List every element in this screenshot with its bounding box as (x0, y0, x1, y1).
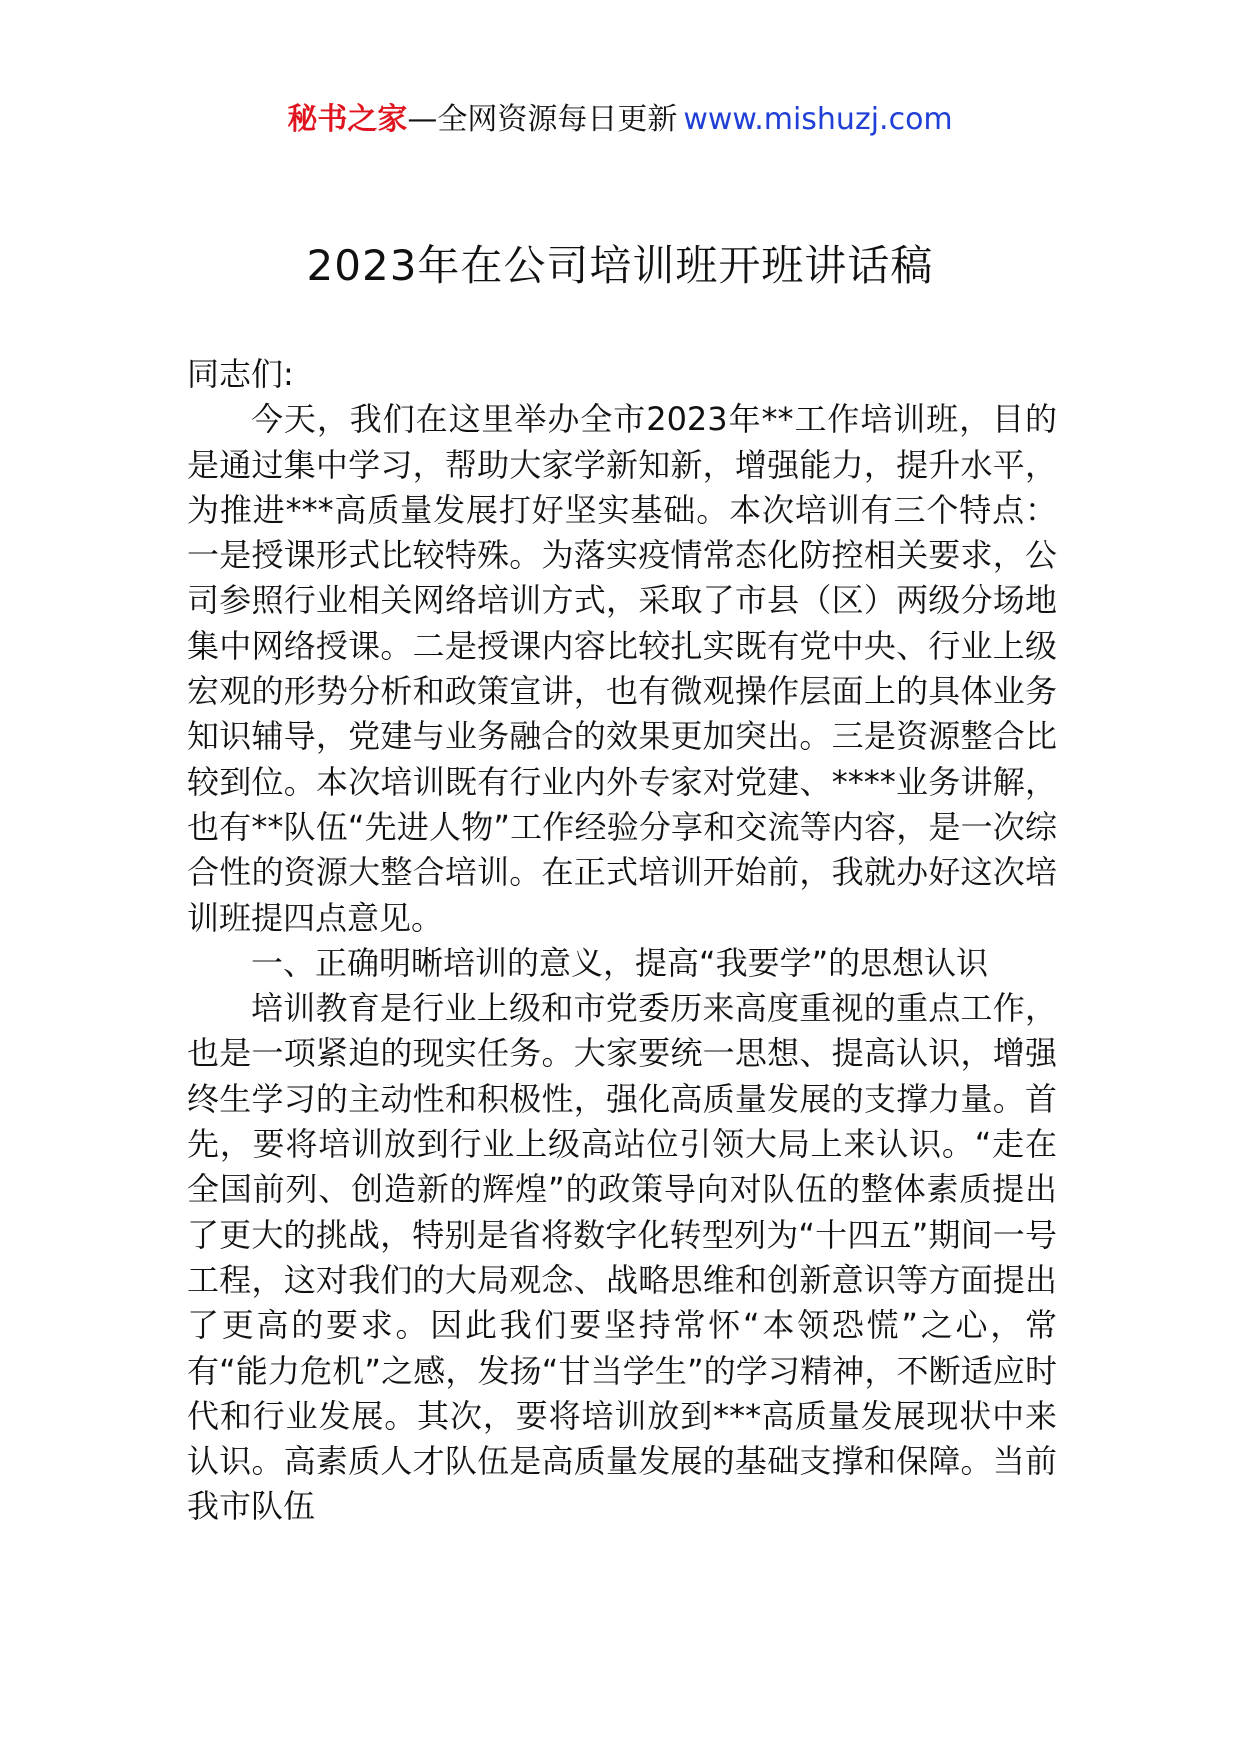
paragraph-intro: 今天，我们在这里举办全市2023年**工作培训班，目的是通过集中学习，帮助大家学新知新，增强能力，提升水平，为推进***高质量发展打好坚实基础。本次培训有三个特点：一是授课形式比较特殊。为落实疫情常态化防控相关要求，公司参照行业相关网络培训方式，采取了市县（区）两级分场地集中网络授课。二是授课内容比较扎实既有党中央、行业上级宏观的形势分析和政策宣讲，也有微观操作层面上的具体业务知识辅导，党建与业务融合的效果更加突出。三是资源整合比较到位。本次培训既有行业内外专家对党建、****业务讲解，也有**队伍“先进人物”工作经验分享和交流等内容，是一次综合性的资源大整合培训。在正式培训开始前，我就办好这次培训班提四点意见。 (187, 400, 1057, 937)
document-title: 2023年在公司培训班开班讲话稿 (306, 241, 934, 290)
brand-name: 秘书之家 (287, 102, 408, 137)
site-url-link[interactable]: www.mishuzj.com (683, 102, 953, 137)
salutation: 同志们: (187, 355, 294, 393)
header-slogan: —全网资源每日更新 (407, 102, 678, 137)
section-heading-1: 一、正确明晰培训的意义，提高“我要学”的思想认识 (251, 943, 989, 982)
site-header (0, 100, 1240, 140)
paragraph-section-1: 培训教育是行业上级和市党委历来高度重视的重点工作，也是一项紧迫的现实任务。大家要统一思想、提高认识，增强终生学习的主动性和积极性，强化高质量发展的支撑力量。首先，要将培训放到行业上级高站位引领大局上来认识。“走在全国前列、创造新的辉煌”的政策导向对队伍的整体素质提出了更大的挑战，特别是省将数字化转型列为“十四五”期间一号工程，这对我们的大局观念、战略思维和创新意识等方面提出了更高的要求。因此我们要坚持常怀“本领恐慌”之心，常有“能力危机”之感，发扬“甘当学生”的学习精神，不断适应时代和行业发展。其次，要将培训放到***高质量发展现状中来认识。高素质人才队伍是高质量发展的基础支撑和保障。当前我市队伍 (187, 989, 1057, 1526)
document-body (187, 352, 1057, 1530)
